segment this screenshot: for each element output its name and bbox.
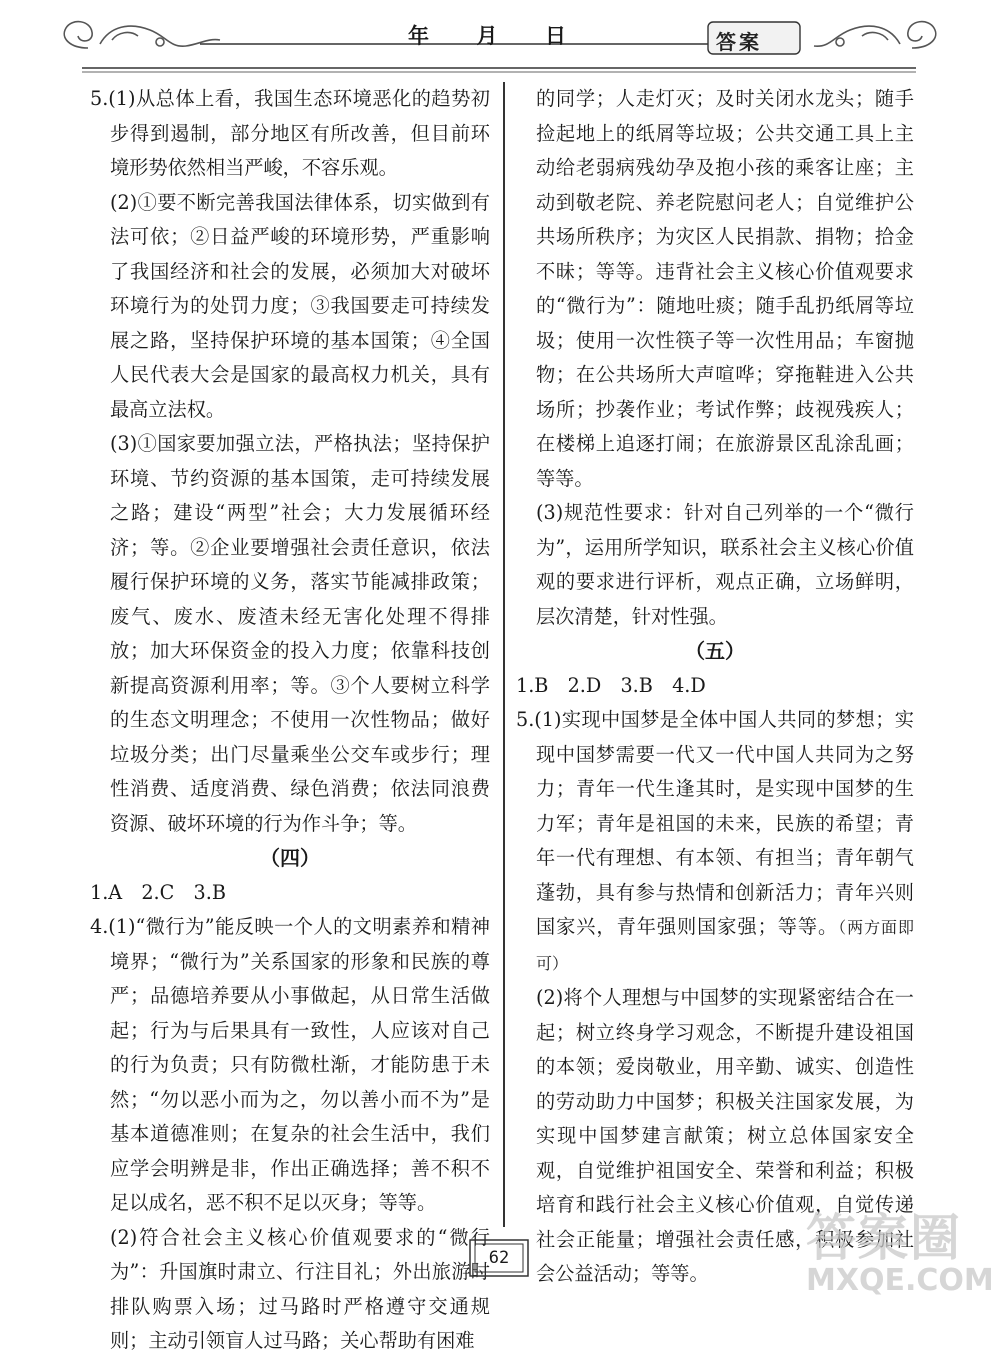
section-four-choice-answers: 1.A 2.C 3.B (90, 880, 226, 904)
watermark-top-text: 答案圈 (806, 1209, 962, 1267)
s4-q4-answer-part3: (3)规范性要求：针对自己列举的一个“微行为”，运用所学知识，联系社会主义核心价值观的要求进行评析，观点正确，立场鲜明，层次清楚，针对性强。 (536, 501, 914, 628)
q5-answer-part2: (2)①要不断完善我国法律体系，切实做到有法可依；②日益严峻的环境形势，严重影响了我国经济和社会的发展，必须加大对破坏环境行为的处罚力度；③我国要走可持续发展之路，坚持保护环境的基本国策；④全国人民代表大会是国家的最高权力机关，具有最高立法权。 (110, 190, 490, 421)
page-number-box (466, 1236, 532, 1280)
right-column (516, 82, 914, 1292)
s5-q5-answer-part1-text: 5.(1)实现中国梦是全体中国人共同的梦想；实现中国梦需要一代又一代中国人共同为之努力；青年一代生逢其时，是实现中国梦的生力军；青年是祖国的未来，民族的希望；青年一代有理想、有本领、有担当；青年朝气蓬勃，具有参与热情和创新活力；青年兴则国家兴，青年强则国家强；等等。 (516, 708, 914, 938)
date-line (408, 20, 568, 50)
q5-answer-part1: 5.(1)从总体上看，我国生态环境恶化的趋势初步得到遏制，部分地区有所改善，但目前环境形势依然相当严峻，不容乐观。 (90, 87, 490, 179)
page-number: 62 (488, 1248, 510, 1268)
page-header (0, 0, 1000, 80)
s4-q4-answer-part1: 4.(1)“微行为”能反映一个人的文明素养和精神境界；“微行为”关系国家的形象和民族的尊严；品德培养要从小事做起，从日常生活做起；行为与后果具有一致性，人应该对自己的行为负责；只有防微杜渐，才能防患于未然；“勿以恶小而为之，勿以善小而不为”是基本道德准则；在复杂的社会生活中，我们应学会明辨是非，作出正确选择；善不积不足以成名，恶不积不足以灭身；等等。 (90, 915, 490, 1214)
s4-q4-answer-part2-continued: 的同学；人走灯灭；及时关闭水龙头；随手捡起地上的纸屑等垃圾；公共交通工具上主动给老弱病残幼孕及抱小孩的乘客让座；主动到敬老院、养老院慰问老人；自觉维护公共场所秩序；为灾区人民捐款、捐物；拾金不昧；等等。违背社会主义核心价值观要求的“微行为”：随地吐痰；随手乱扔纸屑等垃圾；使用一次性筷子等一次性用品；车窗抛物；在公共场所大声喧哗；穿拖鞋进入公共场所；抄袭作业；考试作弊；歧视残疾人；在楼梯上追逐打闹；在旅游景区乱涂乱画；等等。 (536, 87, 914, 490)
left-column (90, 82, 490, 1359)
watermark-bottom-text: MXQE.COM (806, 1263, 994, 1298)
q5-answer-part3: (3)①国家要加强立法，严格执法；坚持保护环境、节约资源的基本国策，走可持续发展之路；建设“两型”社会；大力发展循环经济；等。②企业要增强社会责任意识，依法履行保护环境的义务，落实节能减排政策；废气、废水、废渣未经无害化处理不得排放；加大环保资金的投入力度；依靠科技创新提高资源利用率；等。③个人要树立科学的生态文明理念；不使用一次性物品；做好垃圾分类；出门尽量乘坐公交车或步行；理性消费、适度消费、绿色消费；依法同浪费资源、破坏环境的行为作斗争；等。 (110, 432, 490, 835)
date-month-label: 月 (476, 23, 500, 48)
s5-q5-answer-part2: (2)将个人理想与中国梦的实现紧密结合在一起；树立终身学习观念，不断提升建设祖国的本领；爱岗敬业，用辛勤、诚实、创造性的劳动助力中国梦；积极关注国家发展，为实现中国梦建言献策；树立总体国家安全观，自觉维护祖国安全、荣誉和利益；积极培育和践行社会主义核心价值观，自觉传递社会正能量；增强社会责任感，积极参加社会公益活动；等等。 (536, 986, 914, 1285)
s5-q5-answer-part1 (516, 703, 914, 981)
s5-q5-note: （两方面即可） (536, 918, 914, 973)
section-four-heading: （四） (260, 846, 320, 870)
column-divider (503, 82, 505, 1227)
watermark-logo (806, 1209, 996, 1304)
answer-badge: 答案 (716, 30, 762, 54)
s4-q4-answer-part2: (2)符合社会主义核心价值观要求的“微行为”：升国旗时肃立、行注目礼；外出旅游时排队购票入场；过马路时严格遵守交通规则；主动引领盲人过马路；关心帮助有困难 (110, 1225, 490, 1352)
date-year-label: 年 (408, 23, 431, 48)
section-five-heading: （五） (685, 639, 745, 663)
date-day-label: 日 (545, 23, 568, 48)
section-five-choice-answers: 1.B 2.D 3.B 4.D (516, 673, 706, 697)
